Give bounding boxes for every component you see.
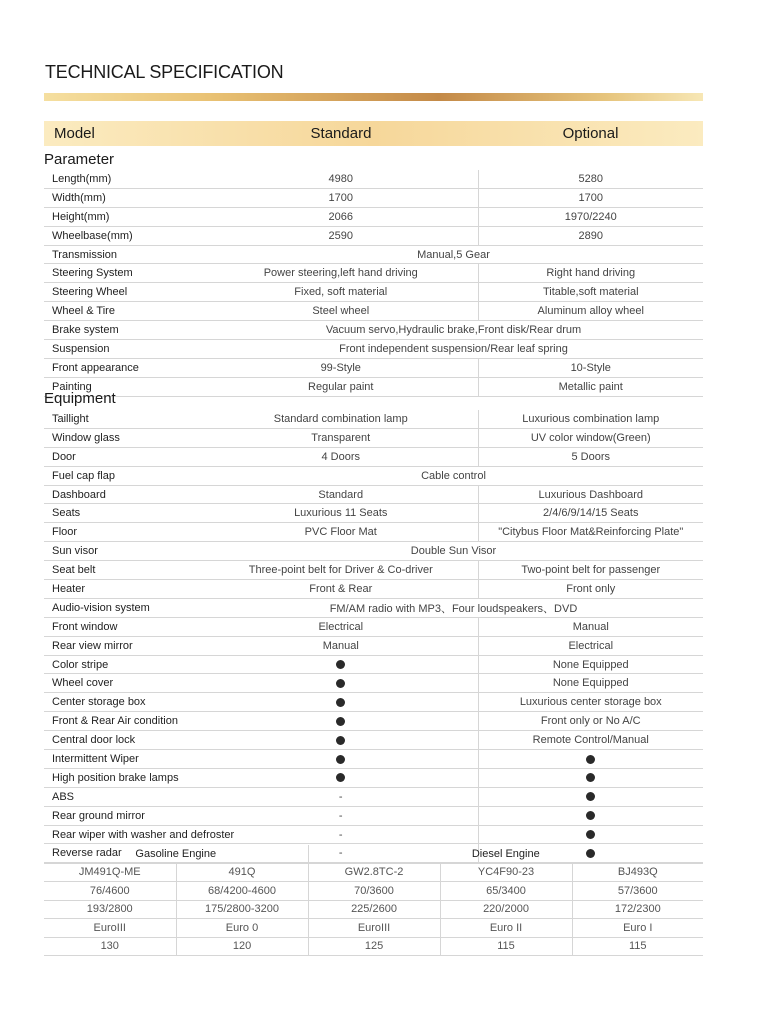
spec-standard-value: Regular paint [204, 377, 478, 396]
spec-label: Door [44, 447, 204, 466]
engine-cell: EuroIII [308, 919, 440, 938]
spec-optional-value: 5280 [478, 170, 703, 188]
spec-row [44, 712, 703, 731]
engine-cell: 130 [44, 937, 176, 956]
spec-standard-value: 2590 [204, 226, 478, 245]
spec-standard-value: Manual [204, 636, 478, 655]
spec-row [44, 340, 703, 359]
spec-row [44, 542, 703, 561]
engine-cell: 70/3600 [308, 882, 440, 901]
spec-optional-value: 2890 [478, 226, 703, 245]
header-model: Model [54, 125, 95, 142]
spec-label: Dashboard [44, 485, 204, 504]
spec-label: Front appearance [44, 358, 204, 377]
spec-label: Central door lock [44, 731, 204, 750]
spec-row [44, 428, 703, 447]
gold-divider [44, 93, 703, 101]
equipment-table [44, 410, 703, 863]
equipped-dot-icon [336, 736, 345, 745]
header-optional: Optional [562, 125, 619, 142]
spec-standard-value: 99-Style [204, 358, 478, 377]
equipped-dot-icon [336, 773, 345, 782]
engine-cell: 491Q [176, 863, 308, 882]
spec-row [44, 750, 703, 769]
spec-row [44, 485, 703, 504]
spec-row [44, 321, 703, 340]
spec-optional-value [478, 806, 703, 825]
engine-row [44, 863, 703, 882]
spec-optional-value [478, 768, 703, 787]
spec-row [44, 598, 703, 617]
section-equipment: Equipment [44, 390, 116, 407]
engine-row [44, 919, 703, 938]
engine-cell: BJ493Q [572, 863, 703, 882]
spec-optional-value: Right hand driving [478, 264, 703, 283]
spec-label: Rear view mirror [44, 636, 204, 655]
equipped-dot-icon [586, 811, 595, 820]
engine-cell: JM491Q-ME [44, 863, 176, 882]
engine-cell: 175/2800-3200 [176, 900, 308, 919]
header-standard: Standard [310, 125, 372, 142]
spec-row [44, 207, 703, 226]
spec-row [44, 636, 703, 655]
spec-optional-value: 1970/2240 [478, 207, 703, 226]
equipped-dot-icon [336, 679, 345, 688]
spec-standard-value: Transparent [204, 428, 478, 447]
spec-standard-value [204, 750, 478, 769]
spec-optional-value [478, 825, 703, 844]
spec-row [44, 617, 703, 636]
spec-row [44, 806, 703, 825]
gasoline-engine-label: Gasoline Engine [44, 845, 308, 863]
spec-row [44, 504, 703, 523]
equipped-dot-icon [586, 773, 595, 782]
engine-cell: 193/2800 [44, 900, 176, 919]
spec-row [44, 674, 703, 693]
spec-label: Length(mm) [44, 170, 204, 188]
spec-label: Reverse radar [44, 844, 204, 863]
spec-row [44, 170, 703, 188]
engine-cell: 68/4200-4600 [176, 882, 308, 901]
spec-optional-value: Luxurious center storage box [478, 693, 703, 712]
spec-standard-value: Power steering,left hand driving [204, 264, 478, 283]
spec-standard-value: PVC Floor Mat [204, 523, 478, 542]
spec-row [44, 523, 703, 542]
spec-merged-value: Double Sun Visor [204, 542, 703, 561]
spec-label: Window glass [44, 428, 204, 447]
spec-label: Brake system [44, 321, 204, 340]
engine-cell: 57/3600 [572, 882, 703, 901]
engine-cell: 120 [176, 937, 308, 956]
engine-cell: 65/3400 [440, 882, 572, 901]
spec-label: High position brake lamps [44, 768, 204, 787]
spec-label: Color stripe [44, 655, 204, 674]
engine-cell: EuroIII [44, 919, 176, 938]
engine-cell: Euro 0 [176, 919, 308, 938]
spec-optional-value: Metallic paint [478, 377, 703, 396]
spec-label: Heater [44, 580, 204, 599]
spec-standard-value: 4 Doors [204, 447, 478, 466]
spec-standard-value [204, 655, 478, 674]
spec-standard-value: Luxurious 11 Seats [204, 504, 478, 523]
spec-row [44, 466, 703, 485]
spec-label: Wheelbase(mm) [44, 226, 204, 245]
equipped-dot-icon [336, 660, 345, 669]
spec-row [44, 377, 703, 396]
spec-row [44, 731, 703, 750]
spec-standard-value: Fixed, soft material [204, 283, 478, 302]
spec-optional-value: 2/4/6/9/14/15 Seats [478, 504, 703, 523]
spec-label: Steering System [44, 264, 204, 283]
spec-row [44, 561, 703, 580]
spec-optional-value: None Equipped [478, 674, 703, 693]
engine-row [44, 882, 703, 901]
spec-standard-value: Standard combination lamp [204, 410, 478, 428]
spec-label: Height(mm) [44, 207, 204, 226]
engine-table [44, 845, 703, 956]
spec-row [44, 283, 703, 302]
engine-cell: 115 [572, 937, 703, 956]
diesel-engine-label: Diesel Engine [308, 845, 703, 863]
spec-row [44, 825, 703, 844]
spec-row [44, 358, 703, 377]
spec-standard-value: Steel wheel [204, 302, 478, 321]
spec-label: Intermittent Wiper [44, 750, 204, 769]
spec-merged-value: Front independent suspension/Rear leaf spring [204, 340, 703, 359]
spec-row [44, 245, 703, 264]
equipped-dot-icon [336, 755, 345, 764]
engine-row [44, 900, 703, 919]
engine-cell: YC4F90-23 [440, 863, 572, 882]
spec-label: Front window [44, 617, 204, 636]
engine-header-row [44, 845, 703, 863]
spec-optional-value: 1700 [478, 188, 703, 207]
spec-standard-value: Standard [204, 485, 478, 504]
spec-label: ABS [44, 787, 204, 806]
engine-cell: Euro II [440, 919, 572, 938]
engine-cell: 225/2600 [308, 900, 440, 919]
spec-label: Fuel cap flap [44, 466, 204, 485]
spec-label: Front & Rear Air condition [44, 712, 204, 731]
engine-row [44, 937, 703, 956]
spec-standard-value: 1700 [204, 188, 478, 207]
spec-label: Audio-vision system [44, 598, 204, 617]
spec-standard-value: Front & Rear [204, 580, 478, 599]
page-title: TECHNICAL SPECIFICATION [45, 62, 284, 82]
spec-label: Steering Wheel [44, 283, 204, 302]
spec-standard-value [204, 693, 478, 712]
engine-cell: 115 [440, 937, 572, 956]
spec-optional-value: Luxurious Dashboard [478, 485, 703, 504]
spec-standard-value: - [204, 825, 478, 844]
spec-standard-value [204, 768, 478, 787]
spec-optional-value: None Equipped [478, 655, 703, 674]
spec-row [44, 768, 703, 787]
spec-optional-value: UV color window(Green) [478, 428, 703, 447]
engine-cell: 220/2000 [440, 900, 572, 919]
spec-optional-value: 10-Style [478, 358, 703, 377]
spec-label: Width(mm) [44, 188, 204, 207]
spec-label: Wheel & Tire [44, 302, 204, 321]
spec-label: Rear wiper with washer and defroster [44, 825, 204, 844]
spec-optional-value: Manual [478, 617, 703, 636]
spec-optional-value: Aluminum alloy wheel [478, 302, 703, 321]
spec-label: Wheel cover [44, 674, 204, 693]
spec-optional-value: Front only [478, 580, 703, 599]
spec-label: Suspension [44, 340, 204, 359]
engine-cell: 172/2300 [572, 900, 703, 919]
spec-label: Seats [44, 504, 204, 523]
engine-cell: 125 [308, 937, 440, 956]
spec-optional-value: Titable,soft material [478, 283, 703, 302]
spec-row [44, 410, 703, 428]
spec-standard-value [204, 731, 478, 750]
spec-optional-value: Two-point belt for passenger [478, 561, 703, 580]
spec-label: Rear ground mirror [44, 806, 204, 825]
equipped-dot-icon [586, 792, 595, 801]
spec-standard-value: Three-point belt for Driver & Co-driver [204, 561, 478, 580]
spec-header-row [44, 121, 703, 146]
engine-cell: 76/4600 [44, 882, 176, 901]
spec-row [44, 693, 703, 712]
spec-optional-value: Front only or No A/C [478, 712, 703, 731]
parameter-table [44, 170, 703, 397]
spec-standard-value: 4980 [204, 170, 478, 188]
spec-label: Sun visor [44, 542, 204, 561]
spec-standard-value: - [204, 806, 478, 825]
spec-merged-value: Manual,5 Gear [204, 245, 703, 264]
spec-row [44, 302, 703, 321]
spec-optional-value: 5 Doors [478, 447, 703, 466]
equipped-dot-icon [336, 698, 345, 707]
spec-standard-value: - [204, 844, 478, 863]
spec-row [44, 655, 703, 674]
spec-row [44, 580, 703, 599]
equipped-dot-icon [586, 830, 595, 839]
spec-label: Floor [44, 523, 204, 542]
engine-cell: GW2.8TC-2 [308, 863, 440, 882]
spec-label: Transmission [44, 245, 204, 264]
spec-standard-value [204, 712, 478, 731]
spec-optional-value [478, 787, 703, 806]
spec-row [44, 787, 703, 806]
spec-optional-value: Luxurious combination lamp [478, 410, 703, 428]
spec-row [44, 188, 703, 207]
equipped-dot-icon [336, 717, 345, 726]
spec-optional-value: Electrical [478, 636, 703, 655]
section-parameter: Parameter [44, 151, 115, 168]
spec-merged-value: Cable control [204, 466, 703, 485]
equipped-dot-icon [586, 755, 595, 764]
spec-standard-value [204, 674, 478, 693]
spec-label: Center storage box [44, 693, 204, 712]
engine-cell: Euro I [572, 919, 703, 938]
spec-optional-value: Remote Control/Manual [478, 731, 703, 750]
spec-label: Painting [44, 377, 204, 396]
spec-merged-value: Vacuum servo,Hydraulic brake,Front disk/Rear drum [204, 321, 703, 340]
spec-row [44, 264, 703, 283]
spec-standard-value: 2066 [204, 207, 478, 226]
spec-row [44, 447, 703, 466]
spec-standard-value: - [204, 787, 478, 806]
spec-optional-value: "Citybus Floor Mat&Reinforcing Plate" [478, 523, 703, 542]
spec-merged-value: FM/AM radio with MP3、Four loudspeakers、DVD [204, 598, 703, 617]
spec-row [44, 226, 703, 245]
spec-standard-value: Electrical [204, 617, 478, 636]
spec-label: Seat belt [44, 561, 204, 580]
spec-label: Taillight [44, 410, 204, 428]
spec-optional-value [478, 750, 703, 769]
